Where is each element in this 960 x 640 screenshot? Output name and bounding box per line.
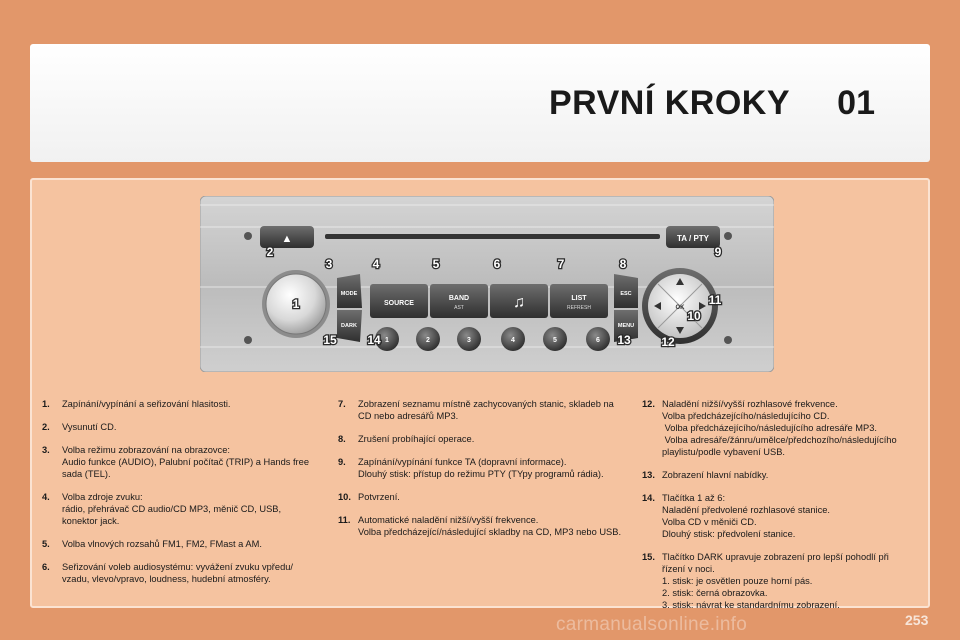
callout-12: 12 <box>661 335 675 349</box>
svg-text:AST: AST <box>454 305 464 311</box>
legend-item-13: 13. Zobrazení hlavní nabídky. <box>642 470 769 480</box>
legend-item-2: 2. Vysunutí CD. <box>42 422 117 432</box>
dark-button[interactable] <box>337 310 362 342</box>
legend-item-8: 8. Zrušení probíhající operace. <box>338 434 475 444</box>
callout-15: 15 <box>323 333 337 347</box>
chapter-number: 01 <box>837 84 875 122</box>
callout-1: 1 <box>292 297 300 311</box>
svg-text:TA / PTY: TA / PTY <box>677 234 709 243</box>
preset-button-4[interactable] <box>501 327 525 351</box>
svg-text:3: 3 <box>467 337 471 344</box>
legend-item-11: 11. Automatické naladění nižší/vyšší frekvence. Volba předcházející/následující skladby na CD, MP3 nebo USB. <box>338 515 622 537</box>
watermark: carmanualsonline.info <box>556 614 748 635</box>
callout-6: 6 <box>493 257 501 271</box>
callout-9: 9 <box>714 245 722 259</box>
svg-text:4: 4 <box>511 337 515 344</box>
legend-item-9: 9. Zapínání/vypínání funkce TA (dopravní informace). Dlouhý stisk: přístup do režimu PTY (TYpy programů rádia). <box>338 457 604 479</box>
list-refresh-button[interactable] <box>550 284 608 318</box>
navigation-pad[interactable] <box>642 268 718 344</box>
svg-text:OK: OK <box>675 305 685 311</box>
svg-text:1: 1 <box>385 337 389 344</box>
mode-button[interactable] <box>337 274 362 308</box>
svg-text:5: 5 <box>553 337 557 344</box>
cd-slot <box>325 234 660 239</box>
callout-14: 14 <box>367 333 381 347</box>
callout-5: 5 <box>432 257 440 271</box>
svg-text:LIST: LIST <box>571 295 587 302</box>
legend-item-4: 4. Volba zdroje zvuku: rádio, přehrávač CD audio/CD MP3, měnič CD, USB, konektor jack. <box>42 492 282 526</box>
svg-text:MODE: MODE <box>340 291 358 297</box>
svg-text:6: 6 <box>596 337 600 344</box>
preset-button-5[interactable] <box>543 327 567 351</box>
preset-button-6[interactable] <box>586 327 610 351</box>
legend-item-6: 6. Seřizování voleb audiosystému: vyvážení zvuku vpředu/ vzadu, vlevo/vpravo, loudness, hudební atmosféry. <box>42 562 293 584</box>
callout-3: 3 <box>325 257 333 271</box>
svg-text:ESC: ESC <box>620 291 632 297</box>
legend-item-1: 1. Zapínání/vypínání a seřizování hlasitosti. <box>42 399 231 409</box>
callout-11: 11 <box>708 293 722 307</box>
ta-pty-button[interactable] <box>666 226 720 248</box>
radio-panel <box>200 196 774 372</box>
callout-8: 8 <box>619 257 627 271</box>
legend-item-3: 3. Volba režimu zobrazování na obrazovce: Audio funkce (AUDIO), Palubní počítač (TRIP) a Hands free sada (TEL). <box>42 445 309 479</box>
eject-icon: ▲ <box>281 233 293 245</box>
source-button[interactable] <box>370 284 428 318</box>
header-card <box>30 44 930 162</box>
legend-item-12: 12. Naladění nižší/vyšší rozhlasové frekvence. Volba předcházejícího/následujícího CD. Volba předcházejícího/následujícího adresáře MP3. Volba adresáře/žánru/umělce/předchozího/následujícího playlistu/podle vybavení USB. <box>642 399 897 457</box>
svg-text:SOURCE: SOURCE <box>384 300 414 307</box>
audio-settings-button[interactable] <box>490 284 548 318</box>
legend-column-3 <box>642 398 924 622</box>
esc-button[interactable] <box>614 274 638 308</box>
music-note-icon: ♫ <box>513 294 525 311</box>
svg-text:2: 2 <box>426 337 430 344</box>
callout-7: 7 <box>557 257 565 271</box>
callout-2: 2 <box>266 245 274 259</box>
preset-button-3[interactable] <box>457 327 481 351</box>
page-number: 253 <box>905 612 929 628</box>
legend-item-7: 7. Zobrazení seznamu místně zachycovaných stanic, skladeb na CD nebo adresářů MP3. <box>338 399 614 421</box>
content-card <box>30 178 930 608</box>
svg-text:BAND: BAND <box>448 295 470 302</box>
legend-column-1 <box>42 398 327 596</box>
svg-text:REFRESH: REFRESH <box>567 305 591 311</box>
legend-item-15: 15. Tlačítko DARK upravuje zobrazení pro lepší pohodlí při řízení v noci. 1. stisk: je osvětlen pouze horní pás. 2. stisk: černá obrazovka. 3. stisk: návrat ke standardnímu zobrazení. <box>642 552 889 610</box>
legend-column-2 <box>338 398 628 549</box>
band-ast-button[interactable] <box>430 284 488 318</box>
svg-text:MENU: MENU <box>617 323 635 329</box>
page-title: PRVNÍ KROKY <box>548 84 790 122</box>
callout-10: 10 <box>687 309 701 323</box>
radio-illustration <box>200 196 774 372</box>
svg-text:DARK: DARK <box>341 323 357 329</box>
legend-item-14: 14. Tlačítka 1 až 6: Naladění předvolené rozhlasové stanice. Volba CD v měniči CD. Dlouhý stisk: předvolení stanice. <box>642 493 830 539</box>
callout-4: 4 <box>372 257 380 271</box>
callout-13: 13 <box>617 333 631 347</box>
legend-item-10: 10. Potvrzení. <box>338 492 400 502</box>
legend-item-5: 5. Volba vlnových rozsahů FM1, FM2, FMast a AM. <box>42 539 262 549</box>
preset-button-2[interactable] <box>416 327 440 351</box>
